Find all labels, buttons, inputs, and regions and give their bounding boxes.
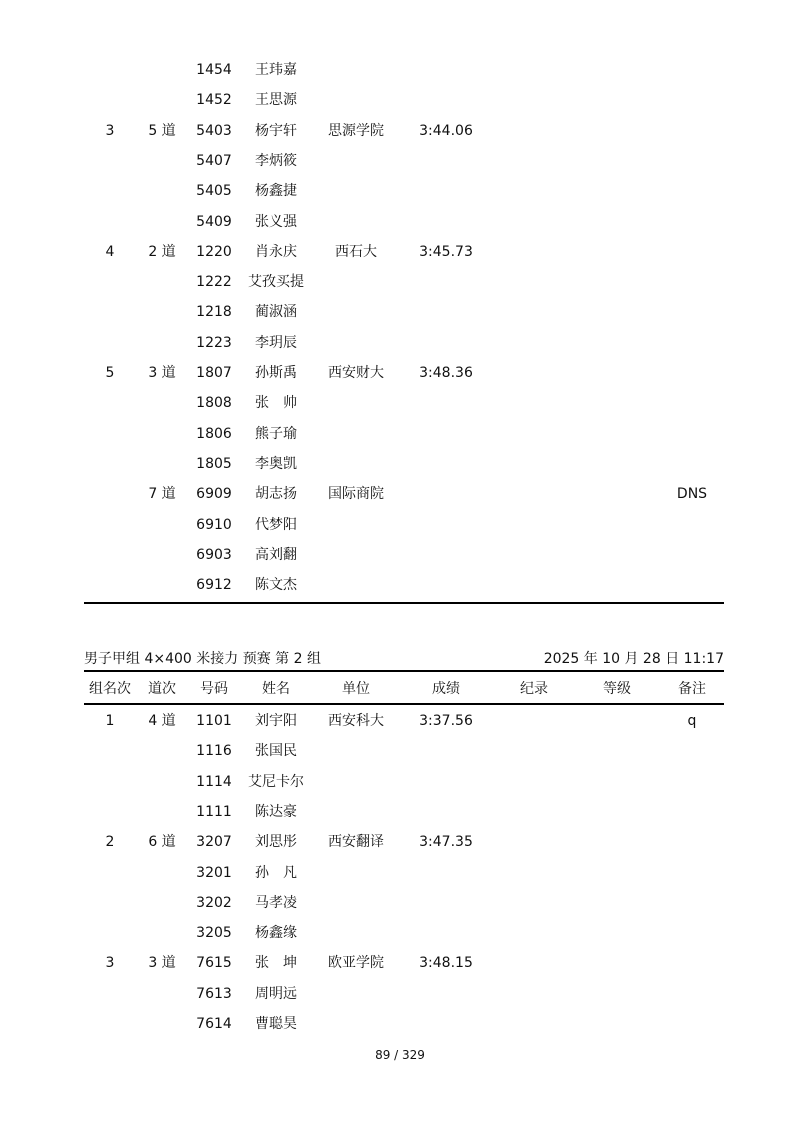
bib-cell: 1806 — [196, 426, 232, 442]
unit-cell: 西安翻译 — [328, 834, 384, 850]
name-cell: 孙 凡 — [255, 865, 297, 881]
name-cell: 周明远 — [255, 986, 297, 1002]
header-unit: 单位 — [342, 681, 370, 697]
result-cell: 3:47.35 — [419, 834, 473, 850]
bib-cell: 3205 — [196, 925, 232, 941]
rank-cell: 5 — [105, 365, 115, 381]
name-cell: 刘思彤 — [255, 834, 297, 850]
name-cell: 胡志扬 — [255, 486, 297, 502]
page-number: 89 / 329 — [375, 1048, 425, 1062]
name-cell: 陈达豪 — [255, 804, 297, 820]
name-cell: 刘宇阳 — [255, 713, 297, 729]
name-cell: 张 帅 — [255, 395, 297, 411]
rank-cell: 1 — [105, 713, 115, 729]
unit-cell: 欧亚学院 — [328, 955, 384, 971]
bib-cell: 6912 — [196, 577, 232, 593]
event-datetime: 2025 年 10 月 28 日 11:17 — [543, 651, 724, 667]
bib-cell: 1805 — [196, 456, 232, 472]
bib-cell: 5409 — [196, 214, 232, 230]
name-cell: 李炳筱 — [255, 153, 297, 169]
unit-cell: 西石大 — [335, 244, 377, 260]
name-cell: 熊子瑜 — [255, 426, 297, 442]
header-result: 成绩 — [432, 681, 460, 697]
event-title: 男子甲组 4×400 米接力 预赛 第 2 组 — [84, 651, 321, 667]
rank-cell: 3 — [105, 955, 115, 971]
bib-cell: 7615 — [196, 955, 232, 971]
result-cell: 3:45.73 — [419, 244, 473, 260]
bib-cell: 3202 — [196, 895, 232, 911]
bib-cell: 1114 — [196, 774, 232, 790]
bib-cell: 7614 — [196, 1016, 232, 1032]
lane-cell: 5 道 — [148, 123, 176, 139]
name-cell: 张义强 — [255, 214, 297, 230]
name-cell: 杨鑫缘 — [255, 925, 297, 941]
bib-cell: 1808 — [196, 395, 232, 411]
header-name: 姓名 — [262, 681, 290, 697]
header-bottom-rule — [84, 703, 724, 705]
lane-cell: 2 道 — [148, 244, 176, 260]
lane-cell: 4 道 — [148, 713, 176, 729]
header-rank: 组名次 — [89, 681, 131, 697]
lane-cell: 7 道 — [148, 486, 176, 502]
result-cell: 3:44.06 — [419, 123, 473, 139]
result-cell: 3:48.36 — [419, 365, 473, 381]
bib-cell: 1807 — [196, 365, 232, 381]
bib-cell: 1220 — [196, 244, 232, 260]
section-1-bottom-rule — [84, 602, 724, 604]
bib-cell: 1116 — [196, 743, 232, 759]
lane-cell: 3 道 — [148, 955, 176, 971]
name-cell: 代梦阳 — [255, 517, 297, 533]
name-cell: 肖永庆 — [255, 244, 297, 260]
name-cell: 杨宇轩 — [255, 123, 297, 139]
name-cell: 李玥辰 — [255, 335, 297, 351]
header-note: 备注 — [678, 681, 706, 697]
bib-cell: 1223 — [196, 335, 232, 351]
bib-cell: 1454 — [196, 62, 232, 78]
bib-cell: 1111 — [196, 804, 232, 820]
name-cell: 艾孜买提 — [248, 274, 304, 290]
header-grade: 等级 — [603, 681, 631, 697]
unit-cell: 国际商院 — [328, 486, 384, 502]
name-cell: 李奥凯 — [255, 456, 297, 472]
name-cell: 王思源 — [255, 92, 297, 108]
header-top-rule — [84, 670, 724, 672]
name-cell: 艾尼卡尔 — [248, 774, 304, 790]
rank-cell: 4 — [105, 244, 115, 260]
bib-cell: 3207 — [196, 834, 232, 850]
note-cell: q — [687, 713, 697, 729]
name-cell: 陈文杰 — [255, 577, 297, 593]
name-cell: 蔺淑涵 — [255, 304, 297, 320]
name-cell: 曹聪昊 — [255, 1016, 297, 1032]
name-cell: 张国民 — [255, 743, 297, 759]
bib-cell: 6909 — [196, 486, 232, 502]
bib-cell: 6910 — [196, 517, 232, 533]
bib-cell: 3201 — [196, 865, 232, 881]
note-cell: DNS — [676, 486, 708, 502]
rank-cell: 2 — [105, 834, 115, 850]
rank-cell: 3 — [105, 123, 115, 139]
result-cell: 3:37.56 — [419, 713, 473, 729]
lane-cell: 6 道 — [148, 834, 176, 850]
name-cell: 孙斯禹 — [255, 365, 297, 381]
header-lane: 道次 — [148, 681, 176, 697]
bib-cell: 7613 — [196, 986, 232, 1002]
name-cell: 王玮嘉 — [255, 62, 297, 78]
bib-cell: 5403 — [196, 123, 232, 139]
name-cell: 张 坤 — [255, 955, 297, 971]
unit-cell: 思源学院 — [328, 123, 384, 139]
bib-cell: 1222 — [196, 274, 232, 290]
name-cell: 高刘翻 — [255, 547, 297, 563]
name-cell: 杨鑫捷 — [255, 183, 297, 199]
bib-cell: 1101 — [196, 713, 232, 729]
lane-cell: 3 道 — [148, 365, 176, 381]
unit-cell: 西安财大 — [328, 365, 384, 381]
result-cell: 3:48.15 — [419, 955, 473, 971]
header-bib: 号码 — [200, 681, 228, 697]
header-record: 纪录 — [520, 681, 548, 697]
bib-cell: 5405 — [196, 183, 232, 199]
bib-cell: 5407 — [196, 153, 232, 169]
name-cell: 马孝凌 — [255, 895, 297, 911]
bib-cell: 1218 — [196, 304, 232, 320]
bib-cell: 1452 — [196, 92, 232, 108]
unit-cell: 西安科大 — [328, 713, 384, 729]
bib-cell: 6903 — [196, 547, 232, 563]
